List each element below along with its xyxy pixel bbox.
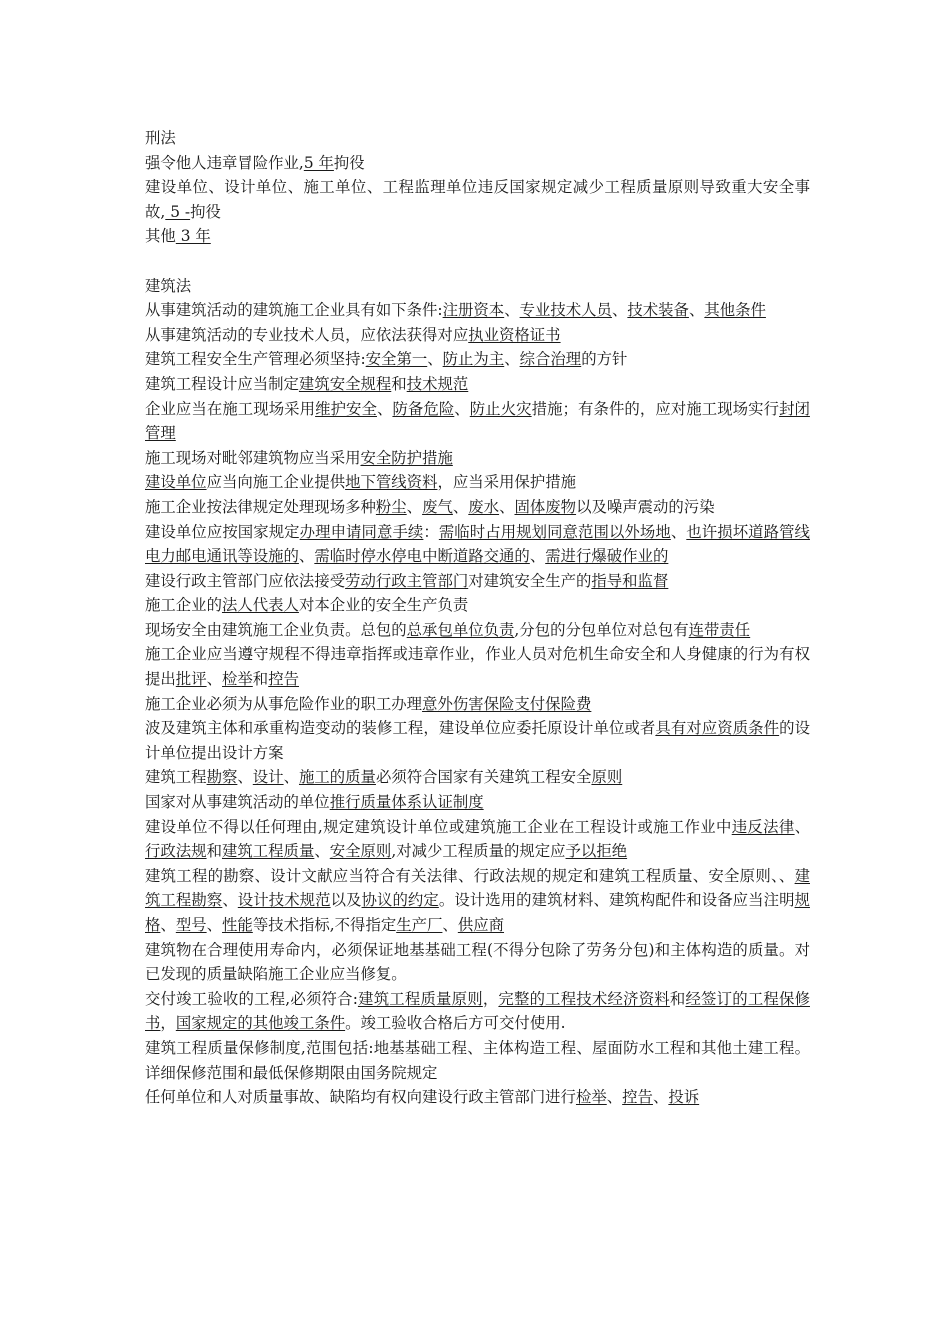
text-run: 对建筑安全生产的 bbox=[468, 571, 592, 590]
underlined-term: 检举 bbox=[575, 1088, 607, 1107]
paragraph bbox=[145, 347, 810, 372]
underlined-term: 固体废物 bbox=[514, 497, 577, 516]
text-run: 等技术指标,不得指定 bbox=[252, 916, 397, 934]
text-run: 施工企业按法律规定处理现场多种 bbox=[145, 497, 376, 516]
underlined-term: 也许损坏道路管线电力邮电通讯等设施的 bbox=[145, 522, 810, 566]
paragraph bbox=[145, 323, 810, 348]
text-run: ， bbox=[482, 989, 499, 1008]
underlined-term: 执业资格证书 bbox=[468, 325, 561, 344]
underlined-term: 废水 bbox=[468, 497, 500, 516]
text-run: 交付竣工验收的工程,必须符合: bbox=[145, 989, 358, 1008]
underlined-term: 专业技术人员 bbox=[519, 301, 612, 320]
paragraph bbox=[145, 938, 810, 987]
text-run: 建设单位不得以任何理由,规定建筑设计单位或建筑施工企业在工程设计或施工作业中 bbox=[145, 817, 732, 836]
underlined-term: 投诉 bbox=[668, 1088, 700, 1107]
text-run: 建筑物在合理使用寿命内，必须保证地基基础工程(不得分包除了劳务分包)和主体构造的质量。对已发现的质量缺陷施工企业应当修复。 bbox=[145, 940, 810, 984]
text-run: 建筑工程 bbox=[145, 768, 207, 787]
underlined-term: 生产厂 bbox=[396, 916, 443, 934]
text-run: 应当向施工企业提供 bbox=[206, 473, 346, 492]
text-run: 、 bbox=[454, 399, 470, 418]
underlined-term: 具有对应资质条件 bbox=[655, 719, 780, 738]
text-run: 和 bbox=[252, 670, 269, 689]
underlined-term: 协议的约定 bbox=[361, 891, 439, 910]
underlined-term: 推行质量体系认证制度 bbox=[329, 793, 484, 812]
underlined-term: 施工的质量 bbox=[298, 768, 376, 787]
text-run: ， bbox=[160, 1014, 176, 1033]
underlined-term: 经签订的工程保修书 bbox=[145, 989, 810, 1033]
paragraph bbox=[145, 175, 810, 224]
underlined-term: 废气 bbox=[422, 497, 453, 516]
paragraph bbox=[145, 298, 810, 323]
text-run: 拘役 bbox=[190, 202, 221, 221]
paragraph bbox=[145, 716, 810, 765]
paragraph bbox=[145, 1036, 810, 1085]
text-run: 建筑工程的勘察、设计文献应当符合有关法律、行政法规的规定和建筑工程质量、安全原则、、 bbox=[145, 866, 795, 885]
underlined-term: 控告 bbox=[622, 1088, 653, 1107]
underlined-term: 批评 bbox=[175, 670, 207, 689]
text-run: 和 bbox=[206, 842, 222, 861]
underlined-term: 完整的工程技术经济资料 bbox=[498, 989, 670, 1008]
text-run: 、 bbox=[160, 916, 176, 934]
text-run: 建设单位、设计单位、施工单位、工程监理单位违反国家规定减少工程质量原则导致重大安全事故, bbox=[145, 178, 810, 221]
text-run: ,分包的分包单位对总包有 bbox=[514, 620, 689, 639]
text-run: 。竣工验收合格后方可交付使用. bbox=[345, 1014, 566, 1033]
underlined-term: 安全防护措施 bbox=[360, 448, 453, 467]
text-run: 施工企业必须为从事危险作业的职工办理 bbox=[145, 694, 423, 713]
paragraph bbox=[145, 692, 810, 717]
text-run: 、 bbox=[529, 547, 546, 566]
underlined-term: 性能 bbox=[222, 916, 253, 934]
text-run: 拘役 bbox=[333, 153, 365, 172]
text-run: 施工企业应当遵守规程不得违章指挥或违章作业，作业人员对危机生命安全和人身健康的行为有权提出 bbox=[145, 645, 810, 689]
paragraph bbox=[145, 864, 810, 938]
text-run: 以及噪声震动的污染 bbox=[576, 497, 715, 516]
text-run: 措施；有条件的，应对施工现场实行 bbox=[531, 399, 780, 418]
underlined-term: 技术装备 bbox=[627, 301, 689, 320]
underlined-term: 需临时占用规划同意范围以外场地 bbox=[438, 522, 671, 541]
text-run: 建筑工程安全生产管理必须坚持: bbox=[145, 350, 366, 369]
paragraph bbox=[145, 224, 810, 249]
text-run: 、 bbox=[499, 497, 515, 516]
underlined-term: 控告 bbox=[268, 670, 299, 689]
text-run: ，应当采用保护措施 bbox=[437, 473, 576, 492]
text-run: 建设单位应按国家规定 bbox=[145, 522, 300, 541]
text-run: 对本企业的安全生产负责 bbox=[298, 596, 469, 615]
text-run: 、 bbox=[504, 301, 520, 320]
text-run: 的设计单位提出设计方案 bbox=[145, 719, 810, 762]
underlined-term: 防备危险 bbox=[392, 399, 455, 418]
text-run: 、 bbox=[206, 670, 222, 689]
text-run: 、 bbox=[688, 301, 705, 320]
text-run: 、 bbox=[670, 522, 687, 541]
underlined-term: 需进行爆破作业的 bbox=[545, 547, 669, 566]
paragraph bbox=[145, 151, 810, 176]
underlined-term: 5 年 bbox=[303, 153, 334, 172]
text-run: 、 bbox=[237, 768, 253, 787]
underlined-term: 型号 bbox=[175, 916, 207, 934]
underlined-term: 行政法规 bbox=[145, 842, 207, 861]
underlined-term: 法人代表人 bbox=[221, 596, 299, 615]
text-run: 必须符合国家有关建筑工程安全 bbox=[375, 768, 592, 787]
text-run: 以及 bbox=[330, 891, 362, 910]
underlined-term: 安全第一 bbox=[365, 350, 428, 369]
text-run: 、 bbox=[314, 842, 330, 861]
text-run: 、 bbox=[283, 768, 299, 787]
text-run: 、 bbox=[427, 350, 443, 369]
underlined-term: 安全原则 bbox=[329, 842, 392, 861]
underlined-term: 建筑工程质量原则 bbox=[357, 989, 483, 1008]
text-run: 、 bbox=[442, 916, 458, 934]
paragraph bbox=[145, 618, 810, 643]
underlined-term: 综合治理 bbox=[519, 350, 582, 369]
underlined-term: 劳动行政主管部门 bbox=[345, 571, 469, 590]
text-run: 、 bbox=[652, 1088, 669, 1107]
underlined-term: 供应商 bbox=[457, 916, 505, 934]
underlined-term: 总承包单位负责 bbox=[406, 620, 515, 639]
underlined-term: 国家规定的其他竣工条件 bbox=[175, 1014, 346, 1033]
paragraph bbox=[145, 446, 810, 471]
text-run: 建筑工程设计应当制定 bbox=[145, 374, 299, 393]
text-run: 国家对从事建筑活动的单位 bbox=[145, 793, 330, 812]
underlined-term: 封闭管理 bbox=[145, 399, 810, 443]
text-run: 、 bbox=[298, 547, 315, 566]
text-run: 施工现场对毗邻建筑物应当采用 bbox=[145, 448, 361, 467]
text-run: 、 bbox=[206, 916, 223, 934]
paragraph bbox=[145, 495, 810, 520]
text-run: 施工企业的 bbox=[145, 596, 222, 615]
section-heading: 建筑法 bbox=[145, 276, 192, 295]
text-run: 建筑工程质量保修制度,范围包括:地基基础工程、主体构造工程、屋面防水工程和其他土建工程。详细保修范围和最低保修期限由国务院规定 bbox=[145, 1038, 810, 1082]
text-run: 从事建筑活动的专业技术人员，应依法获得对应 bbox=[145, 325, 469, 344]
paragraph bbox=[145, 1085, 810, 1110]
underlined-term: 规格 bbox=[145, 891, 810, 934]
text-run: ,对减少工程质量的规定应 bbox=[391, 842, 566, 861]
underlined-term: 3 年 bbox=[175, 227, 211, 246]
underlined-term: 指导和监督 bbox=[591, 571, 669, 590]
paragraph bbox=[145, 470, 810, 495]
underlined-term: 5 - bbox=[165, 202, 191, 221]
paragraph bbox=[145, 397, 810, 446]
underlined-term: 技术规范 bbox=[406, 374, 469, 393]
text-run: 建设行政主管部门应依法接受 bbox=[145, 571, 346, 590]
text-run: 、 bbox=[611, 301, 628, 320]
underlined-term: 粉尘 bbox=[375, 497, 407, 516]
paragraph bbox=[145, 815, 810, 864]
text-run: 企业应当在施工现场采用 bbox=[145, 399, 316, 418]
paragraph bbox=[145, 520, 810, 569]
paragraph bbox=[145, 790, 810, 815]
document-page bbox=[145, 126, 810, 1110]
text-run: 、 bbox=[504, 350, 520, 369]
text-run: 、 bbox=[376, 399, 393, 418]
paragraph bbox=[145, 593, 810, 618]
underlined-term: 检举 bbox=[222, 670, 253, 689]
paragraph bbox=[145, 987, 810, 1036]
text-run: 、 bbox=[452, 497, 469, 516]
text-run: 、 bbox=[794, 817, 810, 836]
text-run: 从事建筑活动的建筑施工企业具有如下条件: bbox=[145, 301, 443, 320]
underlined-term: 防止火灾 bbox=[469, 399, 532, 418]
section-spacer bbox=[145, 249, 810, 274]
underlined-term: 建筑工程勘察 bbox=[145, 866, 810, 910]
underlined-term: 防止为主 bbox=[442, 350, 505, 369]
section-heading: 刑法 bbox=[145, 129, 176, 147]
text-run: 、 bbox=[406, 497, 423, 516]
text-run: 和 bbox=[391, 374, 407, 393]
text-run: 和 bbox=[669, 989, 686, 1008]
underlined-term: 建筑安全规程 bbox=[298, 374, 392, 393]
text-run: 、 bbox=[606, 1088, 623, 1107]
underlined-term: 建筑工程质量 bbox=[221, 842, 315, 861]
underlined-term: 建设单位 bbox=[145, 473, 207, 492]
text-run: 其他 bbox=[145, 227, 176, 246]
underlined-term: 注册资本 bbox=[442, 301, 505, 320]
paragraph bbox=[145, 372, 810, 397]
underlined-term: 需临时停水停电中断道路交通的 bbox=[314, 547, 530, 566]
underlined-term: 维护安全 bbox=[315, 399, 377, 418]
text-run: 波及建筑主体和承重构造变动的装修工程，建设单位应委托原设计单位或者 bbox=[145, 719, 656, 738]
text-run: 强令他人违章冒险作业, bbox=[145, 153, 304, 172]
underlined-term: 设计 bbox=[252, 768, 284, 787]
underlined-term: 违反法律 bbox=[731, 817, 795, 836]
underlined-term: 予以拒绝 bbox=[565, 842, 628, 861]
paragraph bbox=[145, 569, 810, 594]
paragraph bbox=[145, 765, 810, 790]
underlined-term: 办理申请同意手续 bbox=[299, 522, 424, 541]
text-run: 现场安全由建筑施工企业负责。总包的 bbox=[145, 620, 407, 639]
text-run: ： bbox=[423, 522, 439, 541]
underlined-term: 勘察 bbox=[206, 768, 238, 787]
underlined-term: 其他条件 bbox=[704, 301, 766, 320]
text-run: 。设计选用的建筑材料、建筑构配件和设备应当注明 bbox=[438, 891, 795, 910]
underlined-term: 意外伤害保险支付保险费 bbox=[422, 694, 592, 713]
text-run: 的方针 bbox=[581, 350, 628, 369]
paragraph bbox=[145, 642, 810, 691]
underlined-term: 设计技术规范 bbox=[237, 891, 331, 910]
text-run: 任何单位和人对质量事故、缺陷均有权向建设行政主管部门进行 bbox=[145, 1088, 576, 1107]
underlined-term: 连带责任 bbox=[688, 620, 751, 639]
text-run: 、 bbox=[222, 891, 238, 910]
underlined-term: 地下管线资料 bbox=[345, 473, 438, 492]
underlined-term: 原则 bbox=[591, 768, 623, 787]
